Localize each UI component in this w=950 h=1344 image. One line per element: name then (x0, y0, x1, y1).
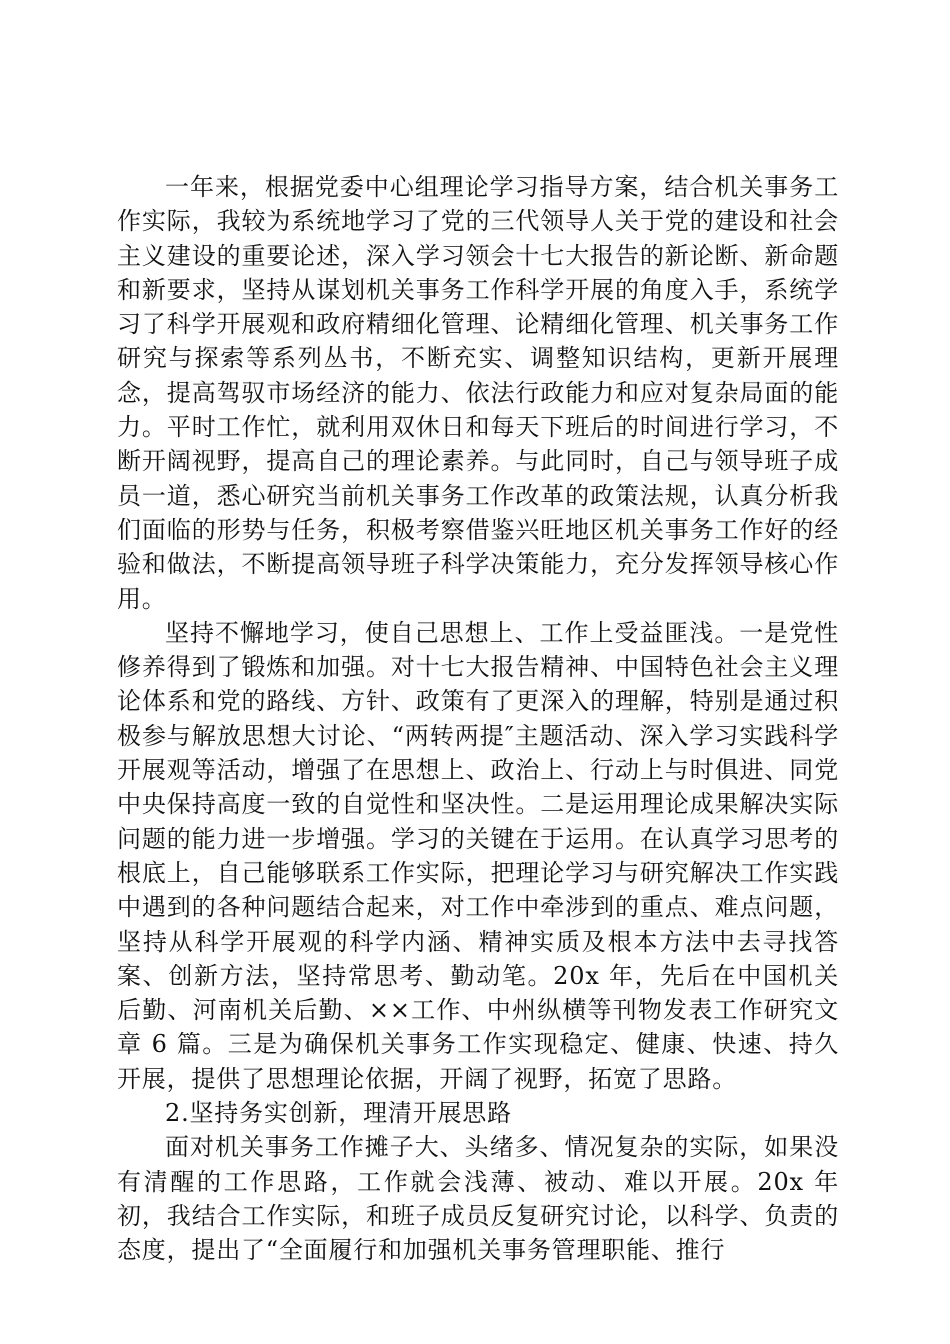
paragraph-study-benefits: 坚持不懈地学习，使自己思想上、工作上受益匪浅。一是党性修养得到了锻炼和加强。对十七大报告精神、中国特色社会主义理论体系和党的路线、方针、政策有了更深入的理解，特别是通过积极参与解放思想大讨论、“两转两提″主题活动、深入学习实践科学开展观等活动，增强了在思想上、政治上、行动上与时俱进、同党中央保持高度一致的自觉性和坚决性。二是运用理论成果解决实际问题的能力进一步增强。学习的关键在于运用。在认真学习思考的根底上，自己能够联系工作实际，把理论学习与研究解决工作实践中遇到的各种问题结合起来，对工作中牵涉到的重点、难点问题，坚持从科学开展观的科学内涵、精神实质及根本方法中去寻找答案、创新方法，坚持常思考、勤动笔。20x 年，先后在中国机关后勤、河南机关后勤、××工作、中州纵横等刊物发表工作研究文章 6 篇。三是为确保机关事务工作实现稳定、健康、快速、持久开展，提供了思想理论依据，开阔了视野，拓宽了思路。 (117, 618, 839, 1093)
paragraph-study-overview: 一年来，根据党委中心组理论学习指导方案，结合机关事务工作实际，我较为系统地学习了党的三代领导人关于党的建设和社会主义建设的重要论述，深入学习领会十七大报告的新论断、新命题和新要求，坚持从谋划机关事务工作科学开展的角度入手，系统学习了科学开展观和政府精细化管理、论精细化管理、机关事务工作研究与探索等系列丛书，不断充实、调整知识结构，更新开展理念，提高驾驭市场经济的能力、依法行政能力和应对复杂局面的能力。平时工作忙，就利用双休日和每天下班后的时间进行学习，不断开阔视野，提高自己的理论素养。与此同时，自己与领导班子成员一道，悉心研究当前机关事务工作改革的政策法规，认真分析我们面临的形势与任务，积极考察借鉴兴旺地区机关事务工作好的经验和做法，不断提高领导班子科学决策能力，充分发挥领导核心作用。 (117, 173, 839, 613)
paragraph-work-ideas: 面对机关事务工作摊子大、头绪多、情况复杂的实际，如果没有清醒的工作思路，工作就会浅薄、被动、难以开展。20x 年初，我结合工作实际，和班子成员反复研究讨论，以科学、负责的态度，提出了“全面履行和加强机关事务管理职能、推行 (117, 1133, 839, 1265)
section-heading: 2.坚持务实创新，理清开展思路 (165, 1099, 512, 1128)
document-body (117, 170, 839, 1268)
